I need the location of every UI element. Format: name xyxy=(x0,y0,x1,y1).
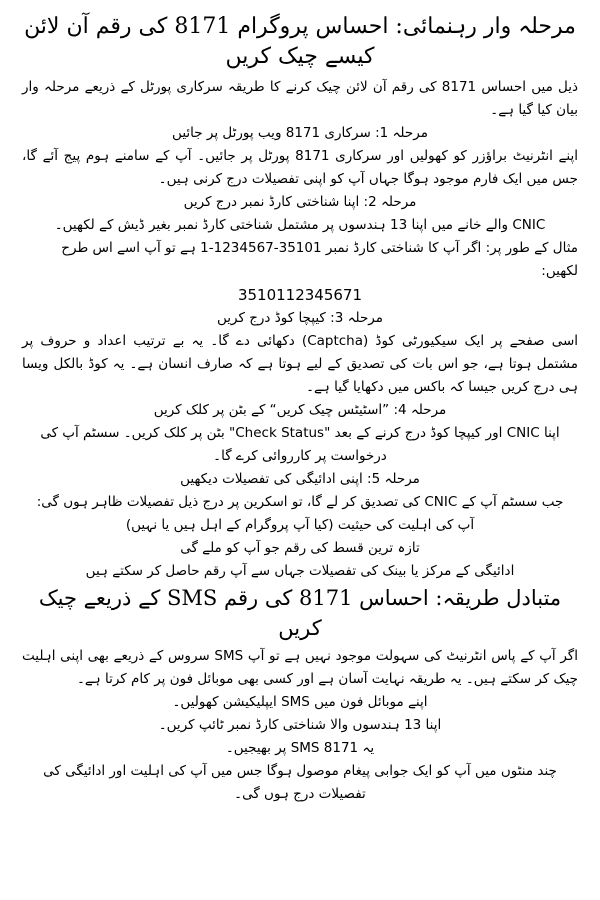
page-title: مرحلہ وار رہنمائی: احساس پروگرام 8171 کی رقم آن لائن کیسے چیک کریں xyxy=(24,14,576,69)
step1-title: مرحلہ 1: سرکاری 8171 ویب پورٹل پر جائیں xyxy=(172,125,428,141)
step5-body: جب سسٹم آپ کے CNIC کی تصدیق کر لے گا، تو اسکرین پر درج ذیل تفصیلات ظاہر ہوں گی: xyxy=(36,494,564,510)
step4-body: اپنا CNIC اور کیپچا کوڈ درج کرنے کے بعد "Check Status" بٹن پر کلک کریں۔ سسٹم آپ کی درخواست پر کارروائی کرے گا۔ xyxy=(40,425,560,464)
list-item: تازہ ترین قسط کی رقم جو آپ کو ملے گی xyxy=(180,540,420,556)
step2-body: CNIC والے خانے میں اپنا 13 ہندسوں پر مشتمل شناختی کارڈ نمبر بغیر ڈیش کے لکھیں۔ xyxy=(54,217,546,233)
alt-method-heading: متبادل طریقہ: احساس 8171 کی رقم SMS کے ذریعے چیک کریں xyxy=(38,586,562,640)
list-item: اپنا 13 ہندسوں والا شناختی کارڈ نمبر ٹائپ کریں۔ xyxy=(158,717,442,733)
step4-title: مرحلہ 4: ”اسٹیٹس چیک کریں“ کے بٹن پر کلک کریں xyxy=(153,402,447,418)
step3-title: مرحلہ 3: کیپچا کوڈ درج کریں xyxy=(217,310,383,326)
list-item: اپنے موبائل فون میں SMS ایپلیکیشن کھولیں۔ xyxy=(172,694,428,710)
step3-body: اسی صفحے پر ایک سیکیورٹی کوڈ (Captcha) دکھائی دے گا۔ یہ بے ترتیب اعداد و حروف پر مشتمل ہوتا ہے، جو اس بات کی تصدیق کے لیے ہوتا ہے کہ صارف انسان ہے۔ یہ کوڈ بالکل ویسا ہی درج کریں جیسا کہ باکس میں دکھایا گیا ہے۔ xyxy=(22,333,579,395)
step2-title: مرحلہ 2: اپنا شناختی کارڈ نمبر درج کریں xyxy=(183,194,417,210)
list-item: یہ SMS 8171 پر بھیجیں۔ xyxy=(225,740,375,756)
step2-example: مثال کے طور پر: اگر آپ کا شناختی کارڈ نمبر 35101-1234567-1 ہے تو آپ اسے اس طرح لکھیں: xyxy=(61,240,578,279)
list-item: ادائیگی کے مرکز یا بینک کی تفصیلات جہاں سے آپ رقم حاصل کر سکتے ہیں xyxy=(85,563,515,579)
step1-body: اپنے انٹرنیٹ براؤزر کو کھولیں اور سرکاری 8171 پورٹل پر جائیں۔ آپ کے سامنے ہوم پیج آئے گا، جس میں ایک فارم موجود ہوگا جہاں آپ کو اپنی تفصیلات درج کرنی ہیں۔ xyxy=(22,148,578,187)
intro-paragraph: ذیل میں احساس 8171 کی رقم آن لائن چیک کرنے کا طریقہ سرکاری پورٹل کے ذریعے مرحلہ وار بیان کیا گیا ہے۔ xyxy=(22,79,579,118)
example-cnic-number: 3510112345671 xyxy=(237,286,363,304)
alt-intro: اگر آپ کے پاس انٹرنیٹ کی سہولت موجود نہیں ہے تو آپ SMS سروس کے ذریعے بھی اپنی اہلیت چیک کر سکتے ہیں۔ یہ طریقہ نہایت آسان ہے اور کسی بھی موبائل فون پر کام کرتا ہے۔ xyxy=(22,648,578,687)
step5-title: مرحلہ 5: اپنی ادائیگی کی تفصیلات دیکھیں xyxy=(180,471,420,487)
list-item: آپ کی اہلیت کی حیثیت (کیا آپ پروگرام کے اہل ہیں یا نہیں) xyxy=(125,517,475,533)
alt-outro: چند منٹوں میں آپ کو ایک جوابی پیغام موصول ہوگا جس میں آپ کی اہلیت اور ادائیگی کی تفصیلات درج ہوں گی۔ xyxy=(43,763,557,802)
